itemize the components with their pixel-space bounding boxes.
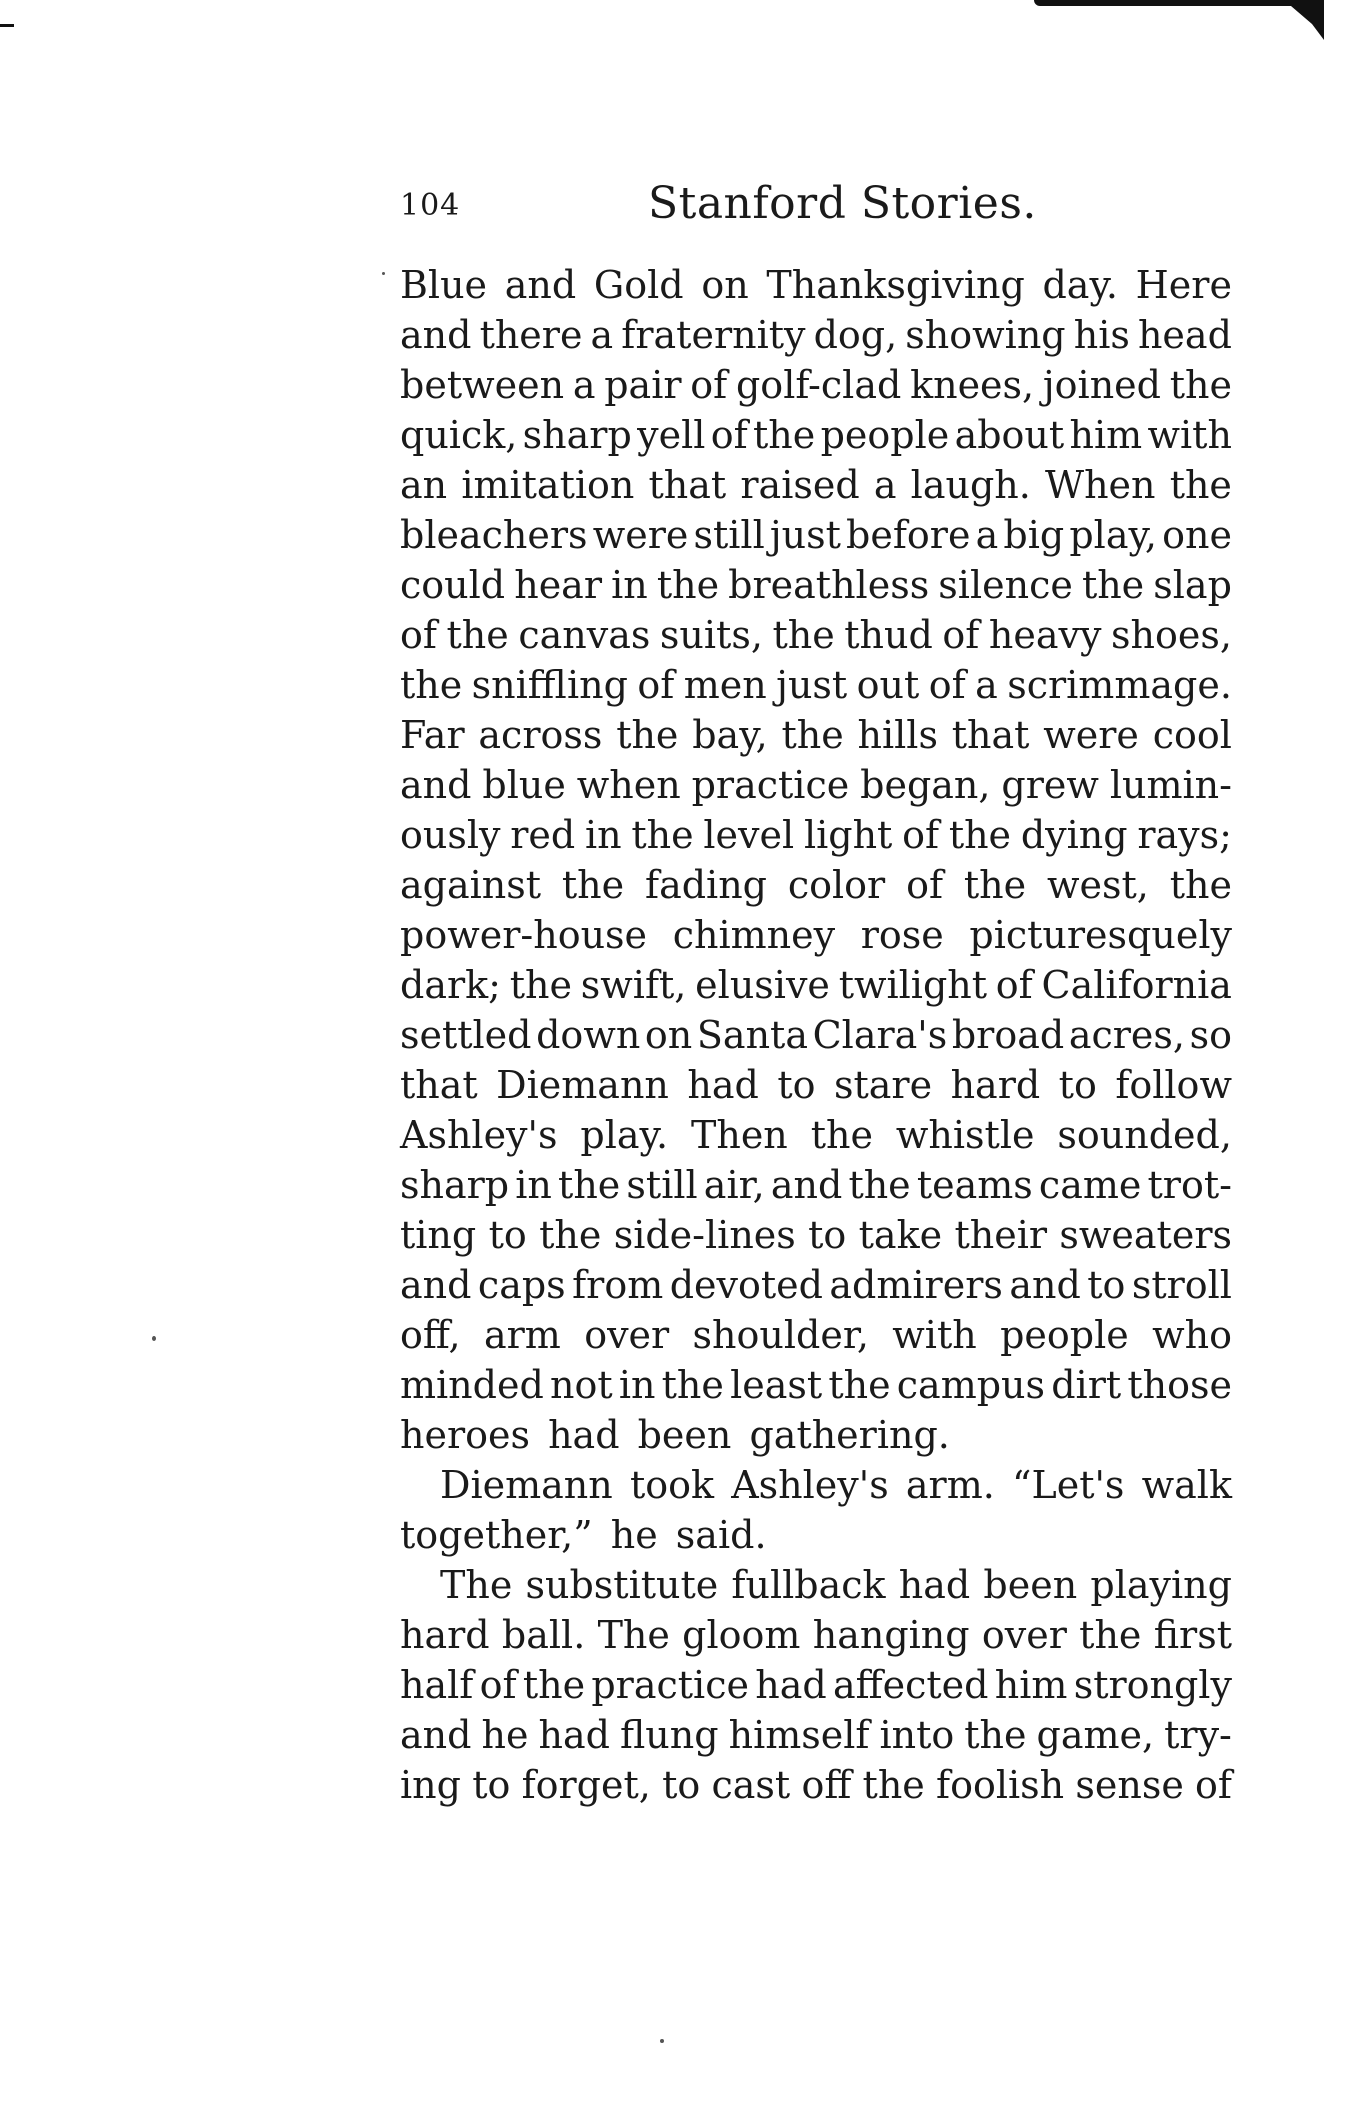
text-line: The substitute fullback had been playing bbox=[440, 1563, 1232, 1607]
text-line: quick, sharp yell of the people about him with bbox=[400, 413, 1232, 457]
text-line: ting to the side-lines to take their sweaters bbox=[400, 1213, 1232, 1257]
running-title: Stanford Stories. bbox=[648, 178, 1037, 229]
text-line: and blue when practice began, grew lumin- bbox=[400, 763, 1232, 807]
text-line: half of the practice had affected him strongly bbox=[400, 1663, 1232, 1707]
scan-edge-mark bbox=[1034, 0, 1324, 6]
text-line: against the fading color of the west, the bbox=[400, 863, 1232, 907]
paragraph bbox=[400, 260, 1232, 1460]
text-line: Diemann took Ashley's arm. “Let's walk bbox=[440, 1463, 1232, 1507]
body-text bbox=[400, 260, 1232, 1810]
text-line: the sniffling of men just out of a scrimmage. bbox=[400, 663, 1232, 707]
page-header bbox=[400, 178, 1230, 248]
speck bbox=[382, 272, 385, 275]
text-line: of the canvas suits, the thud of heavy shoes, bbox=[400, 613, 1232, 657]
text-line: dark; the swift, elusive twilight of California bbox=[400, 963, 1232, 1007]
text-line: and there a fraternity dog, showing his head bbox=[400, 313, 1232, 357]
text-line: that Diemann had to stare hard to follow bbox=[400, 1063, 1232, 1107]
speck bbox=[152, 1336, 156, 1341]
text-line: off, arm over shoulder, with people who bbox=[400, 1313, 1232, 1357]
text-line: settled down on Santa Clara's broad acres, so bbox=[400, 1013, 1232, 1057]
text-line: Ashley's play. Then the whistle sounded, bbox=[400, 1113, 1232, 1157]
text-line: ing to forget, to cast off the foolish sense of bbox=[400, 1763, 1232, 1807]
page-number: 104 bbox=[400, 188, 461, 223]
text-line: heroes had been gathering. bbox=[400, 1413, 950, 1457]
text-line: bleachers were still just before a big play, one bbox=[400, 513, 1232, 557]
speck bbox=[660, 2039, 664, 2043]
text-line: power-house chimney rose picturesquely bbox=[400, 913, 1232, 957]
text-line: could hear in the breathless silence the slap bbox=[400, 563, 1232, 607]
text-line: hard ball. The gloom hanging over the first bbox=[400, 1613, 1232, 1657]
text-line: an imitation that raised a laugh. When the bbox=[400, 463, 1232, 507]
text-line: and caps from devoted admirers and to stroll bbox=[400, 1263, 1232, 1307]
text-line: ously red in the level light of the dying rays; bbox=[400, 813, 1232, 857]
text-line: Blue and Gold on Thanksgiving day. Here bbox=[400, 263, 1232, 307]
text-line: and he had flung himself into the game, try- bbox=[400, 1713, 1232, 1757]
paragraph bbox=[400, 1560, 1232, 1810]
paragraph bbox=[400, 1460, 1232, 1560]
text-line: minded not in the least the campus dirt those bbox=[400, 1363, 1232, 1407]
text-line: sharp in the still air, and the teams came trot- bbox=[400, 1163, 1232, 1207]
scan-left-mark bbox=[0, 24, 14, 27]
text-line: together,” he said. bbox=[400, 1513, 767, 1557]
text-line: Far across the bay, the hills that were cool bbox=[400, 713, 1232, 757]
text-line: between a pair of golf-clad knees, joined the bbox=[400, 363, 1232, 407]
scan-corner-mark bbox=[1284, 0, 1324, 40]
